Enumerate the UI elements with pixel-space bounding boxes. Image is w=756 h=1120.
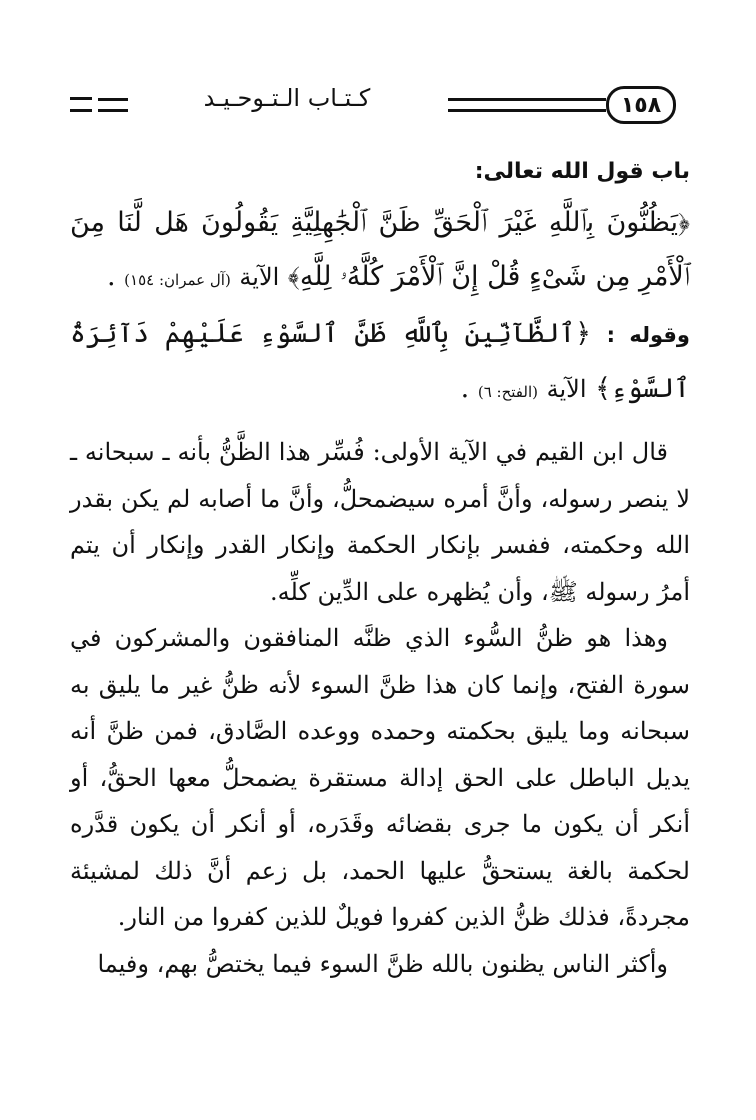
- verse-2-end: .: [460, 373, 470, 404]
- verse-1-end: .: [106, 261, 116, 292]
- quran-verse-1: [70, 196, 690, 307]
- verse-2-lead: وقوله :: [606, 323, 690, 347]
- paragraph-3: وأكثر الناس يظنون بالله ظنَّ السوء فيما يختصُّ بهم، وفيما: [97, 949, 668, 978]
- page-content: [70, 152, 690, 987]
- header-end-ornament: [70, 97, 92, 112]
- verse-1-reference: (آل عمران: ١٥٤): [124, 271, 231, 289]
- chapter-title: باب قول الله تعالى:: [474, 159, 690, 184]
- paragraph-1: قال ابن القيم في الآية الأولى: فُسِّر هذا الظَّنُّ بأنه ـ سبحانه ـ لا ينصر رسوله، وأنَّ أمره سيضمحلُّ، وأنَّ ما أصابه لم يكن بقدر الله وحكمته، ففسر بإنكار الحكمة وإنكار القدر وإنكار أن يتم أمرُ رسوله ﷺ، وأن يُظهره على الدِّين كلِّه.: [70, 438, 691, 606]
- verse-1-tail: الآية: [239, 263, 280, 291]
- page-number: ١٥٨: [606, 86, 676, 124]
- running-header: [70, 84, 676, 124]
- verse-2-text: ﴿ٱلظَّآنِّينَ بِٱللَّهِ ظَنَّ ٱلسَّوْءِ عَلَيْهِمْ دَآئِرَةُ ٱلسَّوْءِ﴾: [70, 318, 690, 404]
- quran-verse-2: [70, 307, 690, 419]
- verse-1-text: ﴿يَظُنُّونَ بِٱللَّهِ غَيْرَ ٱلْحَقِّ ظَنَّ ٱلْجَٰهِلِيَّةِ يَقُولُونَ هَل لَّنَا مِنَ ٱلْأَمْرِ مِن شَىْءٍ قُلْ إِنَّ ٱلْأَمْرَ كُلَّهُۥ لِلَّهِ﴾: [70, 207, 690, 292]
- verse-2-reference: (الفتح: ٦): [477, 383, 538, 401]
- book-title: كـتـاب الـتـوحـيـد: [134, 84, 440, 112]
- paragraph-2: وهذا هو ظنُّ السُّوء الذي ظنَّه المنافقون والمشركون في سورة الفتح، وإنما كان هذا ظنَّ السوء لأنه ظنُّ غير ما يليق به سبحانه وما يليق بحكمته وحمده ووعده الصَّادق، فمن ظنَّ أنه يديل الباطل على الحق إدالة مستقرة يضمحلُّ معها الحقُّ، أو أنكر أن يكون ما جرى بقضائه وقَدَره، أو أنكر أن يكون قدَّره لحكمة بالغة يستحقُّ عليها الحمد، بل زعم أنَّ ذلك لمشيئة مجردةً، فذلك ظنُّ الذين كفروا فويلٌ للذين كفروا من النار.: [70, 624, 691, 931]
- verse-2-tail: الآية: [546, 375, 587, 403]
- header-rule-right: [448, 98, 606, 112]
- header-rule-left: [98, 98, 128, 112]
